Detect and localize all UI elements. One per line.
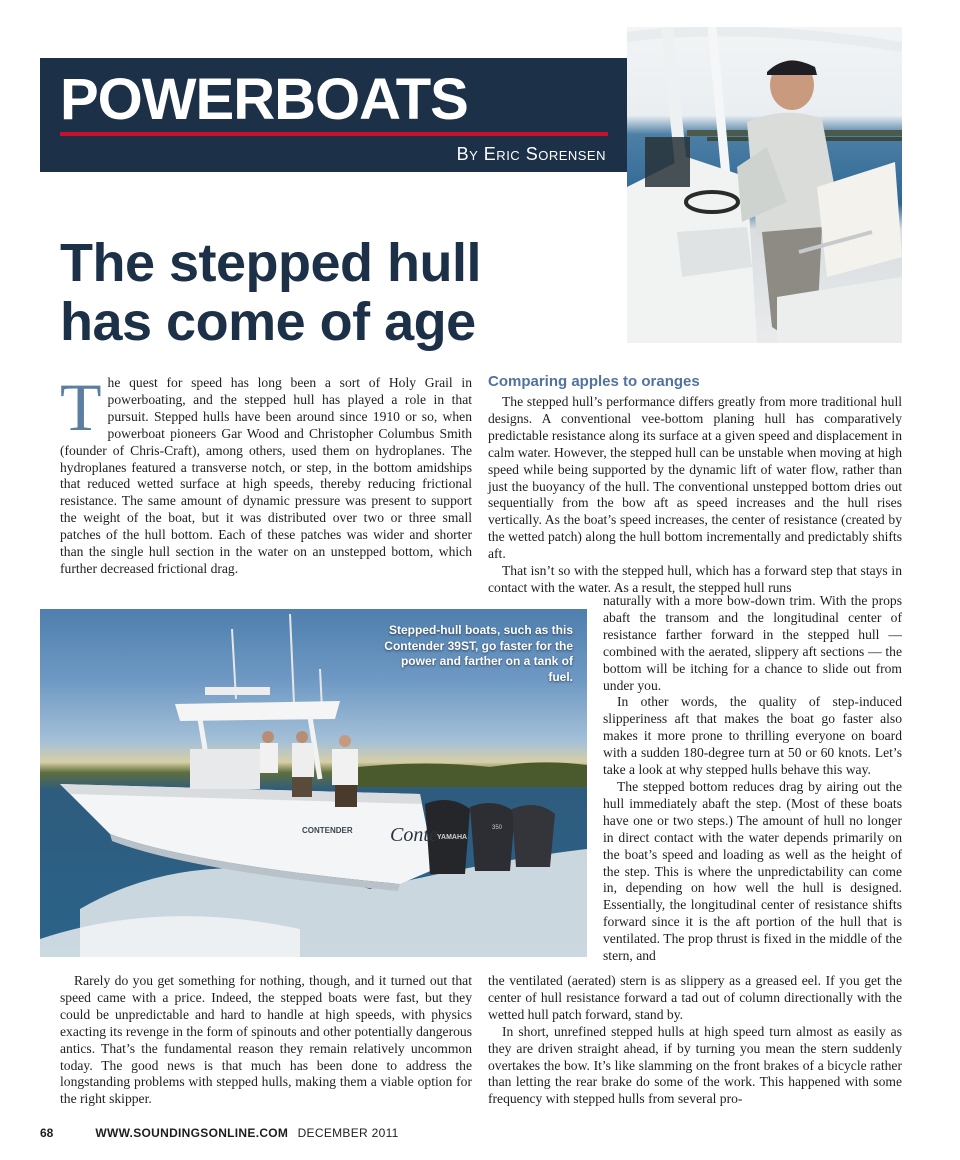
boat-photo bbox=[40, 609, 587, 957]
left-column-bottom bbox=[60, 973, 472, 1108]
paragraph: naturally with a more bow-down trim. With the props abaft the transom and the longitudinal center of resistance farther forward in the stepped hull — combined with the aerated, slippery aft sections — the bottom will be itching for a chance to slide out from under you. bbox=[603, 593, 902, 693]
right-column-top bbox=[488, 394, 902, 597]
skipper-photo bbox=[627, 27, 902, 343]
article-headline: The stepped hull has come of age bbox=[60, 233, 482, 352]
engine-model-decal: 350 bbox=[492, 825, 503, 831]
section-subhead: Comparing apples to oranges bbox=[488, 373, 700, 390]
paragraph: In other words, the quality of step-induced slipperiness aft that makes the boat go faster also makes it more prone to thrilling everyone on board with a sudden 180-degree turn at 50 or 60 knots. Let’s take a look at why stepped hulls behave this way. bbox=[603, 694, 902, 778]
paragraph: the ventilated (aerated) stern is as slippery as a greased eel. If you get the center of hull resistance forward a tad out of column directionally with the wetted hull patch forward, stand by. bbox=[488, 973, 902, 1022]
hull-script-decal: Conte bbox=[390, 824, 438, 846]
paragraph: The stepped bottom reduces drag by airing out the hull immediately abaft the step. (Most of these boats have one or two steps.) The amount of hull no longer in direct contact with the water depends primarily on the boat’s speed and loading as well as the height of the step. This is where the unpredictability can come in, depending on how well the hull is designed. Essentially, the longitudinal center of resistance shifts forward since it is the aft portion of the hull that is ventilated. The prop thrust is fixed in the middle of the stern, and bbox=[603, 778, 902, 964]
intro-column bbox=[60, 369, 472, 578]
banner-rule bbox=[60, 132, 608, 136]
section-title: POWERBOATS bbox=[60, 67, 468, 132]
paragraph: Rarely do you get something for nothing, though, and it turned out that speed came with a price. Indeed, the stepped boats were fast, but they could be unpredictable and hard to handle at high speeds, with physics exacting its revenge in the form of spinouts and other potentially dangerous antics. That’s the fundamental reason they remain relatively uncommon today. The good news is that much has been done to address the longstanding problems with stepped hulls, making them a viable option for the right skipper. bbox=[60, 973, 472, 1107]
intro-paragraph: he quest for speed has long been a sort of Holy Grail in powerboating, and the stepped hull has played a role in that pursuit. Stepped hulls have been around since 1910 or so, when powerboat pioneers Gar Wood and Christopher Columbus Smith (founder of Chris-Craft), among others, used them on hydroplanes. The hydroplanes featured a transverse notch, or step, in the bottom amidships that reduced wetted surface at high speeds, thereby reducing frictional resistance. The same amount of dynamic pressure was present to support the weight of the boat, but it was distributed over two or three small patches of the hull bottom. Each of these patches was wider and shorter than the single hull section in the water on an unstepped bottom, which further decreased frictional drag. bbox=[60, 375, 472, 576]
hull-decal: CONTENDER bbox=[302, 826, 353, 835]
byline: By Eric Sorensen bbox=[456, 144, 606, 164]
paragraph: In short, unrefined stepped hulls at high speed turn almost as easily as they are driven straight ahead, if by turning you mean the stern suddenly overtakes the bow. It’s like slamming on the front brakes of a bicycle rather than letting the rear brake do some of the work. This happened with some frequency with stepped hulls from several pro- bbox=[488, 1023, 902, 1107]
right-column-narrow bbox=[603, 593, 902, 965]
page-footer bbox=[40, 1126, 399, 1140]
issue-date: DECEMBER 2011 bbox=[297, 1126, 399, 1140]
engine-decal: YAMAHA bbox=[437, 834, 468, 841]
right-column-bottom bbox=[488, 973, 902, 1108]
skipper-illustration bbox=[627, 27, 902, 343]
page-number: 68 bbox=[40, 1126, 54, 1140]
photo-caption: Stepped-hull boats, such as this Contender 39ST, go faster for the power and farther on a tank of fuel. bbox=[384, 623, 573, 684]
section-banner bbox=[40, 58, 628, 172]
website-link[interactable]: WWW.SOUNDINGSONLINE.COM bbox=[95, 1126, 289, 1140]
drop-cap: T bbox=[60, 369, 102, 445]
paragraph: That isn’t so with the stepped hull, which has a forward step that stays in contact with the water. As a result, the stepped hull runs bbox=[488, 563, 902, 595]
paragraph: The stepped hull’s performance differs greatly from more traditional hull designs. A conventional vee-bottom planing hull has comparatively predictable resistance along its surface at a given speed and displacement in calm water. However, the stepped hull can be unstable when moving at high speed while being supported by the dynamic lift of water flow, rather than just the buoyancy of the hull. The conventional unstepped bottom dries out sequentially from the bow aft as speed increases and the hull rises vertically. As the boat’s speed increases, the center of resistance (created by the wetted patch) along the hull bottom incrementally and predictably shifts aft. bbox=[488, 394, 902, 562]
